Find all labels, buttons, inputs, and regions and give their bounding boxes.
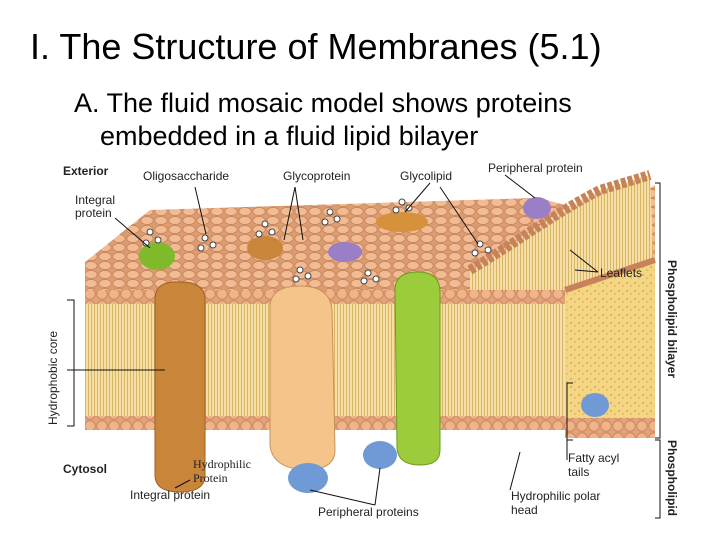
label-leaflets: Leaflets xyxy=(600,266,643,280)
label-hydrophilic: Hydrophilic xyxy=(193,457,251,471)
label-peripheral-protein: Peripheral protein xyxy=(488,161,583,175)
slide-title: I. The Structure of Membranes (5.1) xyxy=(30,26,602,67)
label-integral-top-2: protein xyxy=(75,206,112,220)
glycoprotein-body xyxy=(247,236,283,260)
label-hydrophobic-core: Hydrophobic core xyxy=(46,330,60,425)
peripheral-protein-blue-2 xyxy=(363,441,397,469)
integral-protein-green-top xyxy=(139,242,175,270)
label-head: head xyxy=(511,503,538,517)
bullet-line-1: A. The fluid mosaic model shows proteins xyxy=(74,88,572,118)
integral-protein-peach xyxy=(270,286,335,470)
label-exterior: Exterior xyxy=(63,164,109,178)
label-glycoprotein: Glycoprotein xyxy=(283,169,351,183)
peripheral-protein-blue-1 xyxy=(288,463,328,493)
peripheral-protein-purple-1 xyxy=(328,242,362,262)
label-glycolipid: Glycolipid xyxy=(400,169,453,183)
label-tails: tails xyxy=(568,465,590,479)
label-peripheral-proteins: Peripheral proteins xyxy=(318,505,419,519)
integral-protein-green xyxy=(395,272,440,465)
label-integral-protein-bottom: Integral protein xyxy=(130,488,211,502)
label-phospholipid-bilayer: Phospholipid bilayer xyxy=(665,260,679,379)
label-oligosaccharide: Oligosaccharide xyxy=(143,169,230,183)
label-phospholipid: Phospholipid xyxy=(665,440,679,516)
glycolipid-body xyxy=(376,212,428,232)
label-cytosol: Cytosol xyxy=(63,462,108,476)
label-integral-top-1: Integral xyxy=(75,193,116,207)
bullet-line-2: embedded in a fluid lipid bilayer xyxy=(100,121,479,151)
label-fatty-acyl: Fatty acyl xyxy=(568,451,620,465)
label-hydrophilic-protein: Protein xyxy=(193,471,228,485)
peripheral-protein-blue-3 xyxy=(581,393,609,417)
peripheral-protein-purple-2 xyxy=(523,197,551,219)
label-hydrophilic-polar: Hydrophilic polar xyxy=(511,489,601,503)
